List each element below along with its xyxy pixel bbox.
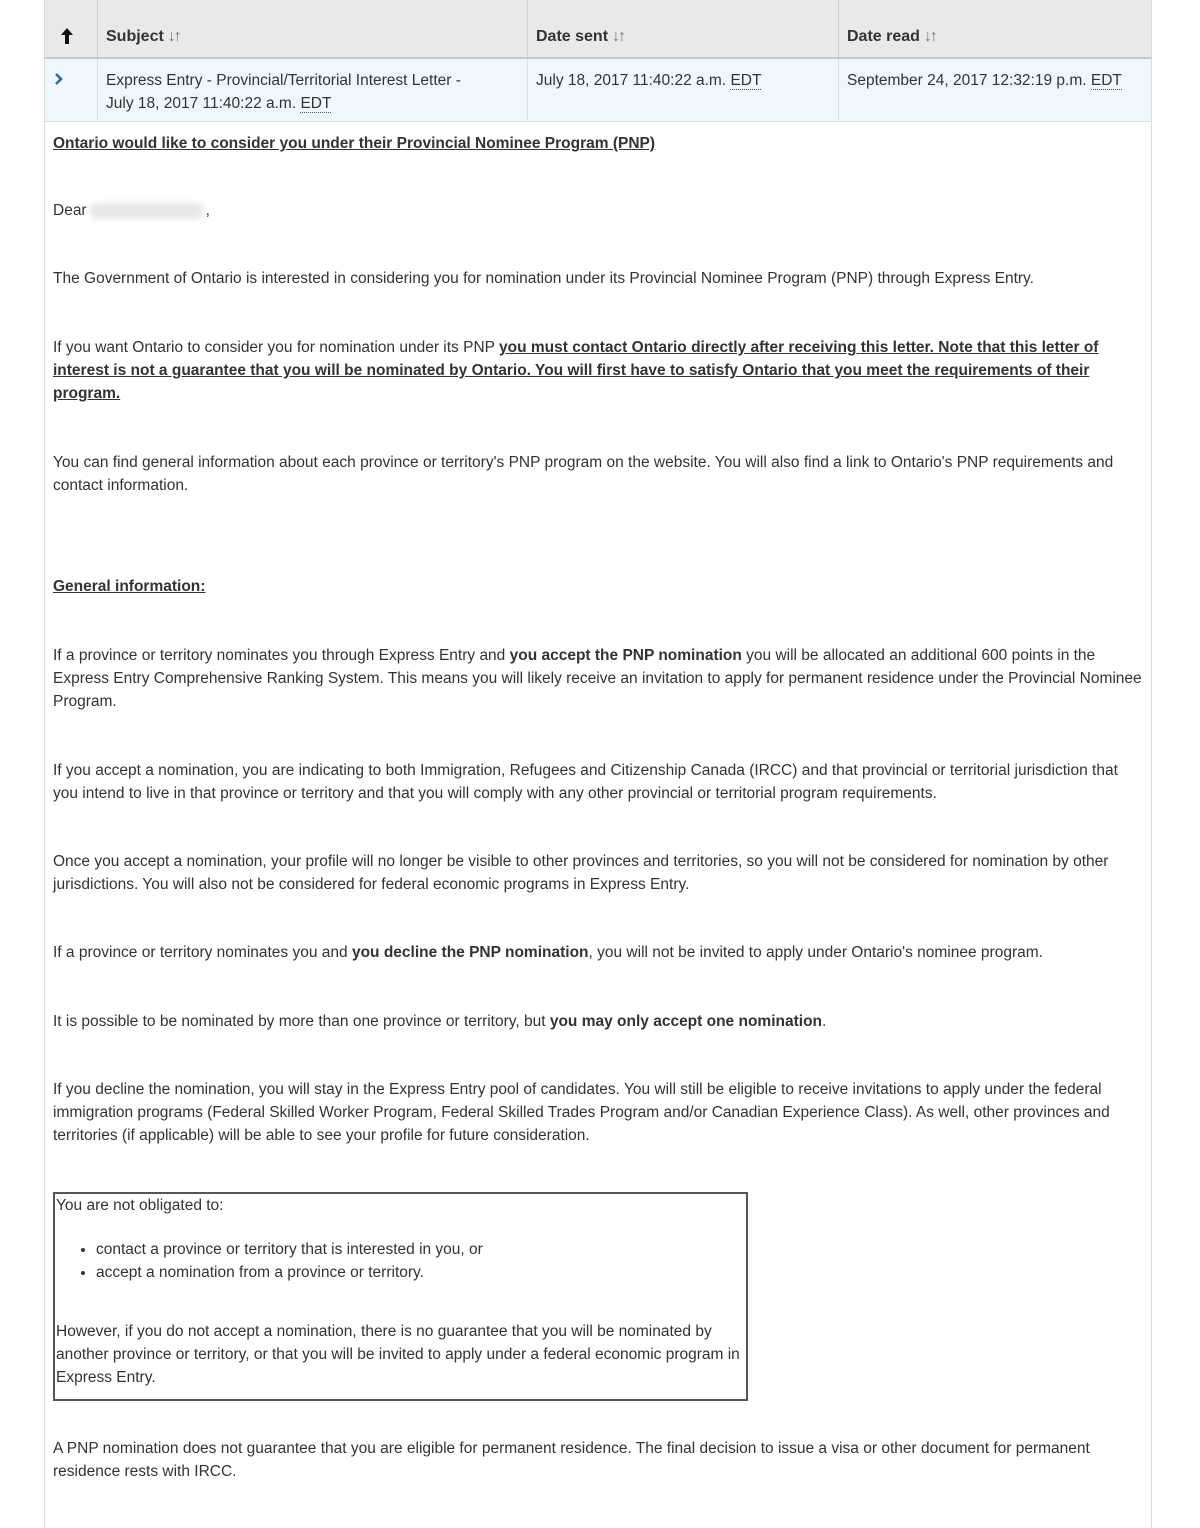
paragraph-website: You can find general information about each province or territory's PNP program on the website. You will also find a link to Ontario's PNP requirements and contact information. xyxy=(53,454,1114,494)
paragraph-decline-text-end: , you will not be invited to apply under Ontario's nominee program. xyxy=(588,944,1043,961)
message-panel xyxy=(44,0,1152,1528)
general-info-heading: General information: xyxy=(53,578,206,595)
date-read-value: September 24, 2017 12:32:19 p.m. xyxy=(847,72,1091,89)
subject-line-1: Express Entry - Provincial/Territorial Interest Letter - xyxy=(106,72,461,89)
timezone-abbr: EDT xyxy=(300,95,332,112)
paragraph-multiple xyxy=(53,1010,1145,1033)
paragraph-profile: Once you accept a nomination, your profile will no longer be visible to other provinces and territories, so you will not be considered for nomination by other jurisdictions. You will also not be considered for federal economic programs in Express Entry. xyxy=(53,853,1109,893)
date-sent-header-label: Date sent xyxy=(536,28,609,45)
subject-line-2 xyxy=(106,92,519,115)
subject-date: July 18, 2017 11:40:22 a.m. xyxy=(106,95,301,112)
table-header xyxy=(45,0,1151,59)
subject-cell xyxy=(98,59,528,121)
paragraph-accept-text: If a province or territory nominates you through Express Entry and xyxy=(53,647,510,664)
notice-outro: However, if you do not accept a nomination, there is no guarantee that you will be nominated by another province or territory, or that you will be invited to apply under a federal economic program in Express Entry. xyxy=(56,1323,740,1386)
date-sent-column-header[interactable] xyxy=(528,0,839,57)
date-read-cell xyxy=(839,59,1151,121)
expand-column-header[interactable] xyxy=(45,0,98,57)
paragraph-decline-text: If a province or territory nominates you and xyxy=(53,944,352,961)
redacted-name xyxy=(89,203,204,219)
paragraph-indicating: If you accept a nomination, you are indicating to both Immigration, Refugees and Citizenship Canada (IRCC) and that provincial or territorial jurisdiction that you intend to live in that province or territory and that you will comply with any other provincial or territorial program requirements. xyxy=(53,762,1118,802)
up-arrow-icon[interactable] xyxy=(59,27,75,45)
paragraph-decline-emphasis: you decline the PNP nomination xyxy=(351,944,589,961)
timezone-abbr: EDT xyxy=(730,72,762,89)
chevron-right-icon[interactable] xyxy=(53,72,65,86)
paragraph-contact-emphasis: you must contact Ontario directly after receiving this letter. Note that this letter of interest is not a guarantee that you will be nominated by Ontario. You will first have to satisfy Ontario that you meet the requirements of their program. xyxy=(53,339,1099,402)
date-sent-value: July 18, 2017 11:40:22 a.m. xyxy=(536,72,731,89)
notice-intro: You are not obligated to: xyxy=(56,1197,224,1214)
salutation-text: Dear xyxy=(53,202,87,219)
paragraph-multiple-text: It is possible to be nominated by more than one province or territory, but xyxy=(53,1013,550,1030)
salutation xyxy=(53,199,1145,222)
paragraph-intro: The Government of Ontario is interested in considering you for nomination under its Provincial Nominee Program (PNP) through Express Entry. xyxy=(53,270,1034,287)
subject-column-header[interactable] xyxy=(98,0,528,57)
expand-cell[interactable] xyxy=(45,59,98,121)
paragraph-pool: If you decline the nomination, you will stay in the Express Entry pool of candidates. You will still be eligible to receive invitations to apply under the federal immigration programs (Federal Skilled Worker Program, Federal Skilled Trades Program and/or Canadian Experience Class). As well, other provinces and territories (if applicable) will be able to see your profile for future consideration. xyxy=(53,1081,1110,1144)
sort-icon[interactable]: ↓↑ xyxy=(923,28,936,45)
paragraph-final: A PNP nomination does not guarantee that you are eligible for permanent residence. The final decision to issue a visa or other document for permanent residence rests with IRCC. xyxy=(53,1440,1090,1480)
date-read-header-label: Date read xyxy=(847,28,920,45)
sort-icon[interactable]: ↓↑ xyxy=(167,28,180,45)
table-row[interactable] xyxy=(45,59,1151,122)
paragraph-accept-emphasis: you accept the PNP nomination xyxy=(509,647,742,664)
list-item: • contact a province or territory that is interested in you, or xyxy=(96,1238,483,1261)
salutation-comma: , xyxy=(205,202,210,219)
letter-heading: Ontario would like to consider you under their Provincial Nominee Program (PNP) xyxy=(53,135,656,152)
date-sent-cell xyxy=(528,59,839,121)
paragraph-contact xyxy=(53,336,1145,405)
paragraph-decline xyxy=(53,941,1145,964)
notice-list xyxy=(56,1238,483,1284)
sort-icon[interactable]: ↓↑ xyxy=(612,28,625,45)
obligation-notice-box xyxy=(53,1192,748,1401)
paragraph-accept xyxy=(53,644,1145,713)
paragraph-contact-text: If you want Ontario to consider you for nomination under its PNP xyxy=(53,339,500,356)
paragraph-accept-text-end: you will be allocated an additional 600 points in the Express Entry Comprehensive Ranking System. This means you will likely receive an invitation to apply for permanent residence under the Provincial Nominee Program. xyxy=(53,647,1142,710)
timezone-abbr: EDT xyxy=(1090,72,1122,89)
paragraph-multiple-text-end: . xyxy=(822,1013,827,1030)
list-item: • accept a nomination from a province or territory. xyxy=(96,1261,483,1284)
subject-header-label: Subject xyxy=(106,28,164,45)
date-read-column-header[interactable] xyxy=(839,0,1151,57)
paragraph-multiple-emphasis: you may only accept one nomination xyxy=(549,1013,823,1030)
